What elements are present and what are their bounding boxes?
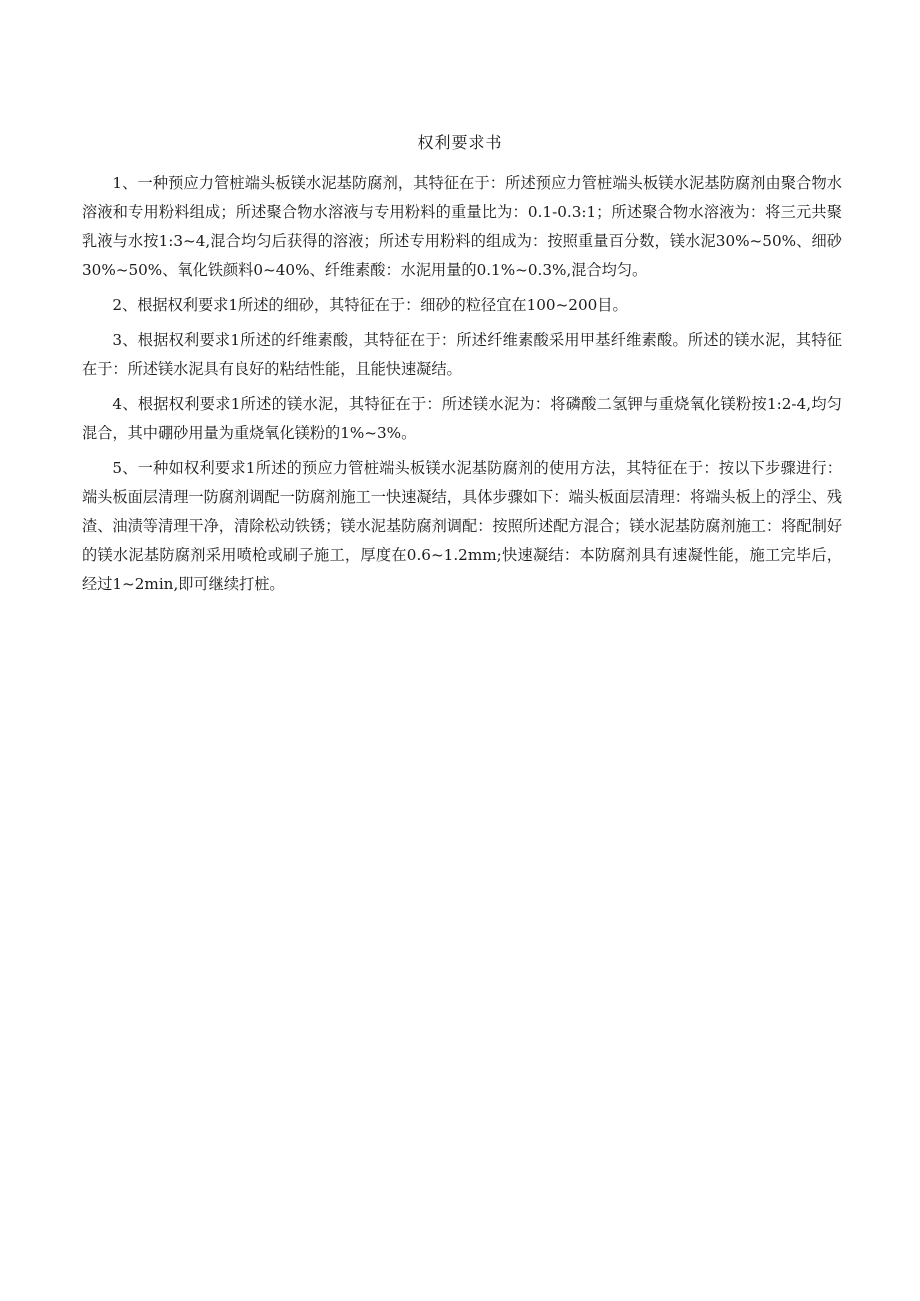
claim-paragraph: 2、根据权利要求1所述的细砂，其特征在于：细砂的粒径宜在100~200目。	[112, 296, 628, 314]
claim-paragraph: 1、一种预应力管桩端头板镁水泥基防腐剂，其特征在于：所述预应力管桩端头板镁水泥基防腐剂由聚合物水溶液和专用粉料组成；所述聚合物水溶液与专用粉料的重量比为：0.1-0.3:1；所述聚合物水溶液为：将三元共聚乳液与水按1:3~4,混合均匀后获得的溶液；所述专用粉料的组成为：按照重量百分数，镁水泥30%~50%、细砂30%~50%、氧化铁颜料0~40%、纤维素酸：水泥用量的0.1%~0.3%,混合均匀。	[82, 174, 842, 279]
claim-paragraph: 5、一种如权利要求1所述的预应力管桩端头板镁水泥基防腐剂的使用方法，其特征在于：按以下步骤进行：端头板面层清理一防腐剂调配一防腐剂施工一快速凝结，具体步骤如下：端头板面层清理：将端头板上的浮尘、残渣、油渍等清理干净，清除松动铁锈；镁水泥基防腐剂调配：按照所述配方混合；镁水泥基防腐剂施工：将配制好的镁水泥基防腐剂采用喷枪或刷子施工，厚度在0.6~1.2mm;快速凝结：本防腐剂具有速凝性能，施工完毕后，经过1~2min,即可继续打桩。	[82, 459, 842, 593]
claim-paragraph: 4、根据权利要求1所述的镁水泥，其特征在于：所述镁水泥为：将磷酸二氢钾与重烧氧化镁粉按1:2-4,均匀混合，其中硼砂用量为重烧氧化镁粉的1%~3%。	[82, 395, 842, 442]
claims-body	[82, 169, 842, 605]
document-title: 权利要求书	[417, 133, 503, 152]
claim-paragraph: 3、根据权利要求1所述的纤维素酸，其特征在于：所述纤维素酸采用甲基纤维素酸。所述的镁水泥，其特征在于：所述镁水泥具有良好的粘结性能，且能快速凝结。	[82, 331, 842, 378]
